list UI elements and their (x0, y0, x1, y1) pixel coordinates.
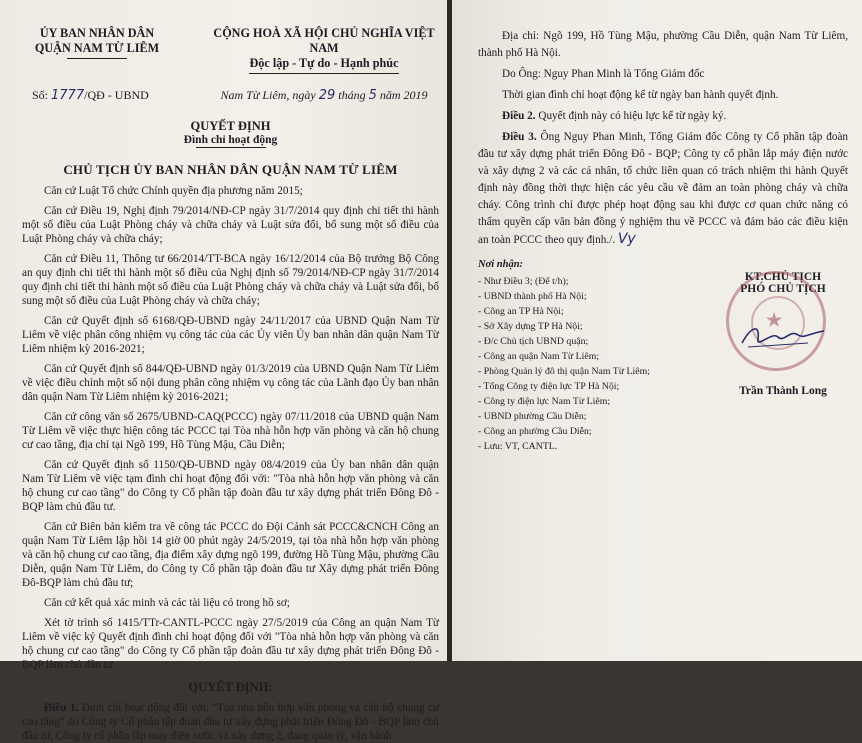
closing-section (478, 257, 848, 454)
recipient-item: - Đ/c Chủ tịch UBND quận; (478, 336, 589, 347)
recipient-item: - Công an TP Hà Nội; (478, 306, 564, 317)
date-prefix: Nam Từ Liêm, ngày (220, 88, 316, 102)
signer-name: Trần Thành Long (739, 385, 827, 397)
nation-line-1: CỘNG HOÀ XÃ HỘI CHỦ NGHĨA VIỆT NAM (213, 26, 435, 55)
agency-line-1: ỦY BAN NHÂN DÂN (39, 26, 155, 40)
article-1-text: Đình chỉ hoạt động đối với: "Tòa nhà hỗn hợp văn phòng và căn hộ chung cư cao tầng" do Công ty Cổ phần tập đoàn đầu tư xây dựng phát triển Đông Đô - BQP làm chủ đầu tư, Công ty cổ phần lắp máy điện nước và xây dựng 2, đang quản lý, vận hành. (22, 702, 440, 742)
article-2-label: Điều 2. (502, 110, 536, 122)
basis-paragraph: Căn cứ Biên bản kiểm tra về công tác PCCC do Đội Cảnh sát PCCC&CNCH Công an quận Nam Từ Liêm lập hồi 14 giờ 00 phút ngày 24/5/2019, tại tòa nhà hỗn hợp văn phòng và căn hộ chung cư cao tầng, địa điểm xây dựng ngõ 199, đường Hồ Tùng Mậu, phường Cầu Diễn, quận Nam Từ Liêm, do Công ty Cổ phần tập đoàn đầu tư Xây dựng phát triển Đông Đô-BQP làm chủ đầu tư; (22, 521, 439, 589)
document-meta (22, 88, 439, 103)
agency-underline (67, 58, 127, 59)
article-3-text: Ông Nguy Phan Minh, Tổng Giám đốc Công ty Cổ phần tập đoàn đầu tư xây dựng phát triển Đông Đô - BQP; Công ty cổ phần lắp máy điện nước và xây dựng 2 và các cá nhân, tổ chức liên quan có trách nhiệm thi hành Quyết định này đồng thời thực hiện các yêu cầu về đảm an toàn phòng cháy và chữa cháy. Công trình chỉ được phép hoạt động sau khi được cơ quan chức năng có thẩm quyền cấp văn bản đồng ý nghiệm thu về PCCC và đảm bảo các điều kiện an toàn PCCC theo quy định./. (478, 131, 849, 246)
basis-paragraph: Căn cứ Luật Tổ chức Chính quyền địa phương năm 2015; (44, 185, 303, 197)
basis-paragraph: Căn cứ kết quả xác minh và các tài liệu có trong hồ sơ; (44, 597, 290, 609)
article-3-handwritten-mark: Vy (617, 231, 636, 247)
basis-paragraph: Căn cứ Quyết định số 1150/QĐ-UBND ngày 08/4/2019 của Ủy ban nhân dân quận Nam Từ Liêm về việc tạm đình chỉ hoạt động đối với: "Tòa nhà hỗn hợp văn phòng và căn hộ chung cư cao tầng" do Công ty Cổ phần tập đoàn đầu tư xây dựng phát triển Đông Đô - BQP làm chủ đầu tư. (22, 459, 439, 513)
seal-star-icon: ★ (766, 310, 783, 330)
recipient-item: - Lưu: VT, CANTL. (478, 441, 558, 452)
recipient-item: - Công ty điện lực Nam Từ Liêm; (478, 396, 611, 407)
document-date (209, 88, 439, 103)
doc-title: QUYẾT ĐỊNH (190, 119, 271, 133)
article-3 (478, 129, 848, 249)
article-1-label: Điều 1. (44, 702, 79, 714)
nation-line-2: Độc lập - Tự do - Hạnh phúc (249, 56, 399, 70)
basis-paragraph: Căn cứ Điều 11, Thông tư 66/2014/TT-BCA ngày 16/12/2014 của Bộ trưởng Bộ Công an quy định chi tiết thi hành một số điều của Nghị định số 79/2014/NĐ-CP ngày 31/7/2014 quy định chi tiết thi hành một số điều của Luật Phòng cháy và chữa cháy và Luật sửa đổi, bổ sung một số điều của Luật Phòng cháy và chữa cháy; (22, 253, 439, 307)
number-handwritten: 1777 (51, 88, 85, 103)
recipient-item: - Tổng Công ty điện lực TP Hà Nội; (478, 381, 620, 392)
recipient-item: - Phòng Quản lý đô thị quận Nam Từ Liêm; (478, 366, 650, 377)
date-day: 29 (318, 88, 336, 103)
recipient-item: - UBND thành phố Hà Nội; (478, 291, 587, 302)
doc-subtitle: Đình chỉ hoạt động (183, 134, 278, 146)
basis-paragraph: Căn cứ Quyết định số 844/QĐ-UBND ngày 01/3/2019 của UBND Quận Nam Từ Liêm về việc điều chỉnh một số nội dung phân công nhiệm vụ công tác của Lãnh đạo Ủy ban nhân dân quận Nam Từ Liêm nhiệm kỳ 2016-2021; (22, 363, 439, 403)
agency-line-2: QUẬN NAM TỪ LIÊM (34, 41, 160, 55)
document-number (22, 88, 182, 103)
subtitle-underline (196, 147, 266, 148)
national-motto-block (209, 26, 439, 74)
article-1 (22, 701, 439, 743)
basis-paragraph: Căn cứ công văn số 2675/UBND-CAQ(PCCC) ngày 07/11/2018 của UBND quận Nam Từ Liêm về việc thực hiện công tác PCCC tại Tòa nhà hỗn hợp văn phòng và căn hộ chung cư cao tầng, địa chỉ tại Ngõ 199, Hồ Tùng Mậu, Cầu Diễn; (22, 411, 439, 451)
date-month-label: tháng (338, 88, 366, 102)
recipients-block (478, 257, 708, 454)
recipient-item: - UBND phường Cầu Diễn; (478, 411, 587, 422)
signature-block (718, 257, 848, 454)
decision-heading: QUYẾT ĐỊNH: (188, 680, 273, 694)
basis-paragraph: Xét tờ trình số 1415/TTr-CANTL-PCCC ngày 27/5/2019 của Công an quận Nam Từ Liêm về việc ký Quyết định đình chỉ hoạt động đối với "Tòa nhà hỗn hợp văn phòng và căn hộ chung cư cao tầng" do Công ty Cổ phần tập đoàn đầu tư xây dựng phát triển Đông Đô - BQP làm chủ đầu tư. (22, 617, 439, 671)
article-2 (478, 108, 848, 125)
recipient-item: - Sở Xây dựng TP Hà Nội; (478, 321, 583, 332)
director-line: Do Ông: Nguy Phan Minh là Tổng Giám đốc (502, 68, 705, 80)
sign-title-line-1: KT.CHỦ TỊCH (744, 271, 822, 283)
handwritten-signature-icon (738, 321, 828, 351)
duration-line: Thời gian đình chỉ hoạt động kể từ ngày ban hành quyết định. (502, 89, 779, 101)
motto-underline (249, 73, 399, 74)
agency-block (22, 26, 172, 74)
recipients-title: Nơi nhận: (478, 259, 524, 270)
basis-paragraph: Căn cứ Quyết định số 6168/QĐ-UBND ngày 24/11/2017 của UBND Quận Nam Từ Liêm về việc phân công nhiệm vụ công tác của các Ủy viên Ủy ban nhân dân quận Nam Từ Liêm nhiệm kỳ 2016-2021; (22, 315, 439, 355)
recipients-list (478, 274, 708, 454)
article-3-label: Điều 3. (502, 131, 537, 143)
legal-basis (22, 184, 439, 672)
sign-title-line-2: PHÓ CHỦ TỊCH (740, 283, 826, 295)
recipient-item: - Công an quận Nam Từ Liêm; (478, 351, 600, 362)
issuing-authority: CHỦ TỊCH ỦY BAN NHÂN DÂN QUẬN NAM TỪ LIÊM (63, 162, 398, 177)
document-header (22, 26, 439, 74)
recipient-item: - Công an phường Cầu Diễn; (478, 426, 592, 437)
recipient-item: - Như Điều 3; (Để t/h); (478, 276, 569, 287)
date-month: 5 (368, 88, 377, 103)
basis-paragraph: Căn cứ Điều 19, Nghị định 79/2014/NĐ-CP ngày 31/7/2014 quy định chi tiết thi hành một số điều của Luật Phòng cháy và chữa cháy và Luật sửa đổi, bổ sung một số điều của Luật Phòng cháy và chữa cháy; (22, 205, 439, 245)
date-year: năm 2019 (379, 88, 428, 102)
right-page (452, 0, 862, 661)
address-line: Địa chỉ: Ngõ 199, Hồ Tùng Mậu, phường Cầu Diễn, quận Nam Từ Liêm, thành phố Hà Nội. (478, 30, 848, 59)
number-prefix: Số: (32, 88, 49, 102)
number-suffix: /QĐ - UBND (84, 88, 149, 102)
article-2-text: Quyết định này có hiệu lực kể từ ngày ký. (538, 110, 727, 122)
